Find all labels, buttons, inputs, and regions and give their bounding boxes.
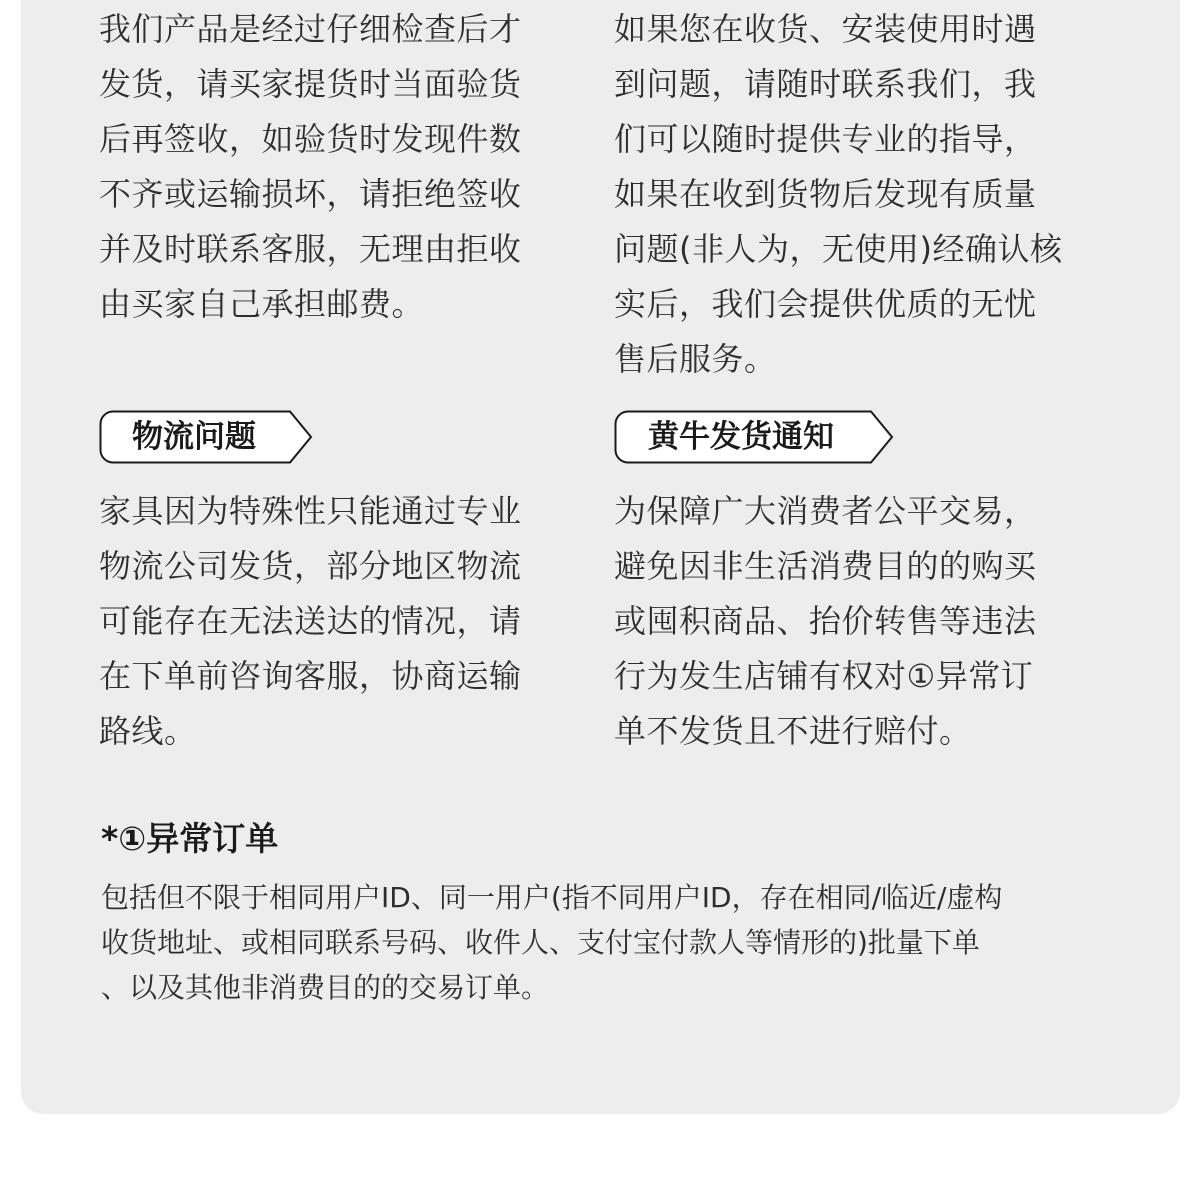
logistics-paragraph: 家具因为特殊性只能通过专业 物流公司发货，部分地区物流 可能存在无法送达的情况，请 在下单前咨询客服，协商运输 路线。 <box>99 492 522 750</box>
abnormal-order-description: 包括但不限于相同用户ID、同一用户(指不同用户ID，存在相同/临近/虚构 收货地址、或相同联系号码、收件人、支付宝付款人等情形的)批量下单 、以及其他非消费目的的交易订单。 <box>101 881 1003 1004</box>
logistics-tag <box>99 410 315 464</box>
abnormal-order-title: *①异常订单 <box>101 819 279 858</box>
logistics-tag-label: 物流问题 <box>132 419 256 455</box>
scalper-paragraph: 为保障广大消费者公平交易， 避免因非生活消费目的的购买 或囤积商品、抬价转售等违法 行为发生店铺有权对①异常订 单不发货且不进行赔付。 <box>614 492 1037 750</box>
after-sales-paragraph: 如果您在收货、安装使用时遇 到问题，请随时联系我们，我 们可以随时提供专业的指导， 如果在收到货物后发现有质量 问题(非人为，无使用)经确认核 实后，我们会提供优质的无忧 售后服务。 <box>614 10 1063 378</box>
scalper-tag-label: 黄牛发货通知 <box>648 419 834 455</box>
scalper-tag <box>614 410 896 464</box>
inspection-paragraph: 我们产品是经过仔细检查后才 发货，请买家提货时当面验货 后再签收，如验货时发现件数 不齐或运输损坏，请拒绝签收 并及时联系客服，无理由拒收 由买家自己承担邮费。 <box>99 10 522 323</box>
